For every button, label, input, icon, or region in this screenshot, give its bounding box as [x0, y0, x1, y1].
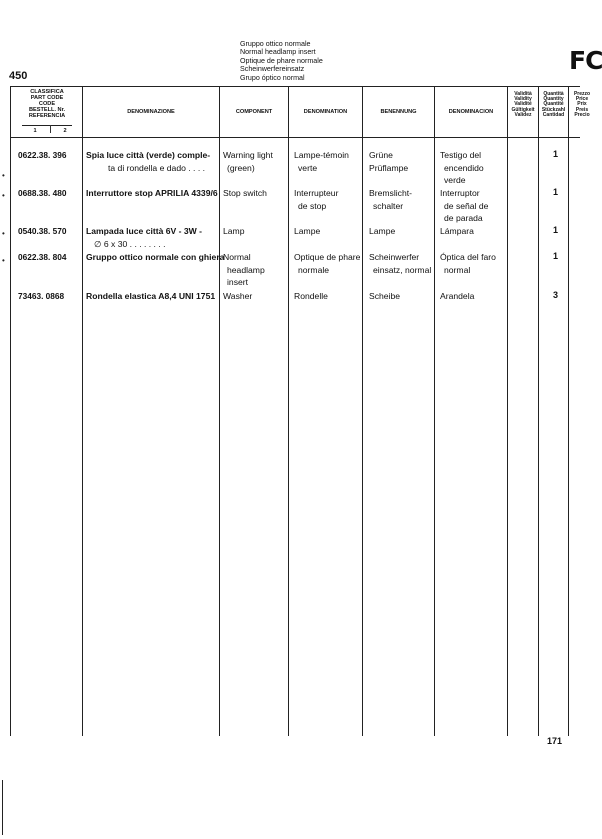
header-denomination: DENOMINATION	[303, 109, 348, 115]
row-desc-fr	[294, 290, 328, 303]
row-desc-es	[440, 225, 474, 238]
row-desc-it-line: Spia luce città (verde) comple-	[86, 150, 211, 160]
row-desc-fr-line: verte	[298, 162, 318, 173]
header-prezzo-line: Precio	[574, 111, 590, 118]
row-desc-de-line: Grüne	[369, 150, 393, 160]
row-desc-es-line: de señal de	[444, 200, 489, 211]
margin-mark: •	[2, 256, 5, 265]
row-desc-es-line: Testigo del	[440, 150, 482, 160]
row-desc-en-line: (green)	[227, 162, 255, 173]
header-classifica-line: REFERENCIA	[28, 113, 66, 119]
row-desc-de	[369, 149, 408, 174]
header-quantita-line: Quantity	[543, 96, 564, 103]
row-desc-it	[86, 251, 224, 264]
row-desc-it-line: Rondella elastica A8,4 UNI 1751	[86, 291, 216, 301]
row-desc-fr-line: normale	[298, 264, 330, 275]
table-top-rule	[10, 86, 580, 87]
row-desc-it	[86, 225, 202, 250]
row-qty: 1	[553, 149, 559, 159]
col-border-8	[568, 86, 569, 736]
row-desc-es-line: Lámpara	[440, 226, 474, 236]
row-code: 0622.38. 396	[18, 150, 67, 160]
margin-mark: •	[2, 191, 5, 200]
row-desc-de	[369, 225, 395, 238]
row-desc-de-line: Scheinwerfer	[369, 252, 420, 262]
row-desc-de-line: Lampe	[369, 226, 396, 236]
row-desc-es	[440, 187, 488, 225]
row-desc-en-line: Lamp	[223, 226, 245, 236]
row-desc-fr-line: Optique de phare	[294, 252, 361, 262]
header-prezzo-line: Prix	[577, 101, 587, 108]
row-desc-de	[369, 251, 431, 276]
row-qty: 1	[553, 187, 559, 197]
header-validita-line: Gültigkeit	[511, 106, 535, 113]
header-prezzo	[569, 92, 595, 118]
header-validita-line: Validità	[514, 91, 532, 97]
row-desc-it-line: ta di rondella e dado . . . .	[108, 162, 205, 173]
row-desc-en-line: Stop switch	[223, 188, 267, 198]
row-desc-es	[440, 149, 484, 187]
row-desc-en	[223, 290, 252, 303]
title-line-es: Grupo óptico normal	[240, 72, 305, 82]
title-line-de: Scheinwerfereinsatz	[240, 64, 305, 74]
row-desc-es	[440, 251, 496, 276]
row-desc-en-line: headlamp	[227, 264, 265, 275]
header-component: COMPONENT	[235, 109, 273, 115]
row-desc-en-line: Normal	[223, 252, 251, 262]
col-border-5	[434, 86, 435, 736]
row-desc-fr	[294, 149, 349, 174]
page-number: 450	[9, 70, 28, 82]
row-desc-it	[86, 149, 210, 174]
col-border-1	[82, 86, 83, 736]
footer-page-number: 171	[547, 736, 563, 746]
row-qty: 1	[553, 225, 559, 235]
margin-scan-edge	[2, 780, 3, 835]
row-code: 0622.38. 804	[18, 252, 67, 262]
row-desc-de-line: einsatz, normal	[373, 264, 432, 275]
header-classifica	[12, 89, 82, 119]
header-quantita-line: Quantité	[543, 101, 564, 108]
row-desc-es-line: verde	[444, 175, 466, 185]
row-desc-it-line: Interruttore stop APRILIA 4339/6	[86, 188, 218, 198]
row-desc-fr-line: Interrupteur	[294, 188, 339, 198]
header-subcol-1: 1	[33, 128, 37, 134]
row-desc-en-line: Warning light	[223, 150, 273, 160]
col-border-7	[538, 86, 539, 736]
row-desc-fr	[294, 225, 320, 238]
row-desc-es-line: normal	[444, 264, 471, 275]
row-code: 0540.38. 570	[18, 226, 67, 236]
row-desc-fr-line: Lampe	[294, 226, 321, 236]
header-prezzo-line: Preis	[575, 106, 589, 113]
header-quantita-line: Stückzahl	[541, 106, 566, 113]
col-border-4	[362, 86, 363, 736]
row-desc-en-line: insert	[227, 277, 249, 287]
header-denominazione: DENOMINAZIONE	[127, 109, 175, 115]
row-desc-en-line: Washer	[223, 291, 253, 301]
header-benennung: BENENNUNG	[380, 109, 417, 115]
row-qty: 1	[553, 251, 559, 261]
col-border-left	[10, 86, 11, 736]
header-denominacion: DENOMINACION	[448, 109, 494, 115]
subcol-rule	[22, 125, 72, 126]
row-desc-de-line: schalter	[373, 200, 404, 211]
row-desc-it	[86, 290, 215, 303]
row-desc-it-line: Lampada luce città 6V - 3W -	[86, 226, 203, 236]
header-classifica-line: BESTELL. Nr.	[28, 107, 66, 113]
row-desc-fr	[294, 187, 338, 212]
header-prezzo-line: Price	[575, 96, 589, 103]
subcol-divider	[50, 125, 51, 133]
row-code: 73463. 0868	[18, 291, 65, 301]
header-validita-line: Validité	[514, 101, 532, 108]
row-desc-fr	[294, 251, 360, 276]
header-validita	[508, 92, 538, 118]
row-desc-it-line: ∅ 6 x 30 . . . . . . . .	[94, 238, 166, 249]
row-desc-it	[86, 187, 218, 200]
col-border-3	[288, 86, 289, 736]
row-desc-de-line: Prüflampe	[369, 162, 409, 173]
row-desc-es-line: de parada	[444, 213, 483, 223]
row-desc-en	[223, 187, 267, 200]
header-quantita-line: Quantità	[543, 91, 564, 97]
header-classifica-line: CLASSIFICA	[30, 89, 64, 95]
row-desc-en	[223, 251, 265, 289]
margin-mark: •	[2, 171, 5, 180]
header-validita-line: Validity	[514, 96, 532, 103]
col-border-2	[219, 86, 220, 736]
row-desc-es-line: Óptica del faro	[440, 252, 496, 262]
row-desc-it-line: Gruppo ottico normale con ghiera	[86, 252, 225, 262]
row-desc-fr-line: de stop	[298, 200, 327, 211]
row-desc-de	[369, 290, 400, 303]
row-desc-fr-line: Rondelle	[294, 291, 328, 301]
row-desc-es	[440, 290, 474, 303]
section-title	[240, 40, 323, 82]
header-classifica-line: PART CODE	[30, 95, 64, 101]
row-desc-de-line: Bremslicht-	[369, 188, 412, 198]
row-desc-de	[369, 187, 412, 212]
row-desc-de-line: Scheibe	[369, 291, 401, 301]
row-desc-es-line: Interruptor	[440, 188, 480, 198]
row-desc-en	[223, 149, 273, 174]
margin-mark: •	[2, 229, 5, 238]
header-subcol-2: 2	[63, 128, 67, 134]
row-desc-en	[223, 225, 245, 238]
header-validita-line: Validez	[514, 111, 532, 118]
header-quantita-line: Cantidad	[542, 111, 565, 118]
header-prezzo-line: Prezzo	[573, 91, 591, 97]
title-line-en: Normal headlamp insert	[240, 47, 316, 57]
col-border-6	[507, 86, 508, 736]
section-code: FC	[569, 46, 602, 75]
row-desc-es-line: Arandela	[440, 291, 475, 301]
row-desc-es-line: encendido	[444, 162, 484, 173]
header-quantita	[539, 92, 568, 118]
row-code: 0688.38. 480	[18, 188, 67, 198]
header-bottom-rule	[10, 137, 580, 138]
title-line-it: Gruppo ottico normale	[240, 39, 311, 48]
row-desc-fr-line: Lampe-témoin	[294, 150, 349, 160]
header-classifica-line: CODE	[38, 101, 56, 107]
row-qty: 3	[553, 290, 559, 300]
title-line-fr: Optique de phare normale	[240, 55, 323, 65]
